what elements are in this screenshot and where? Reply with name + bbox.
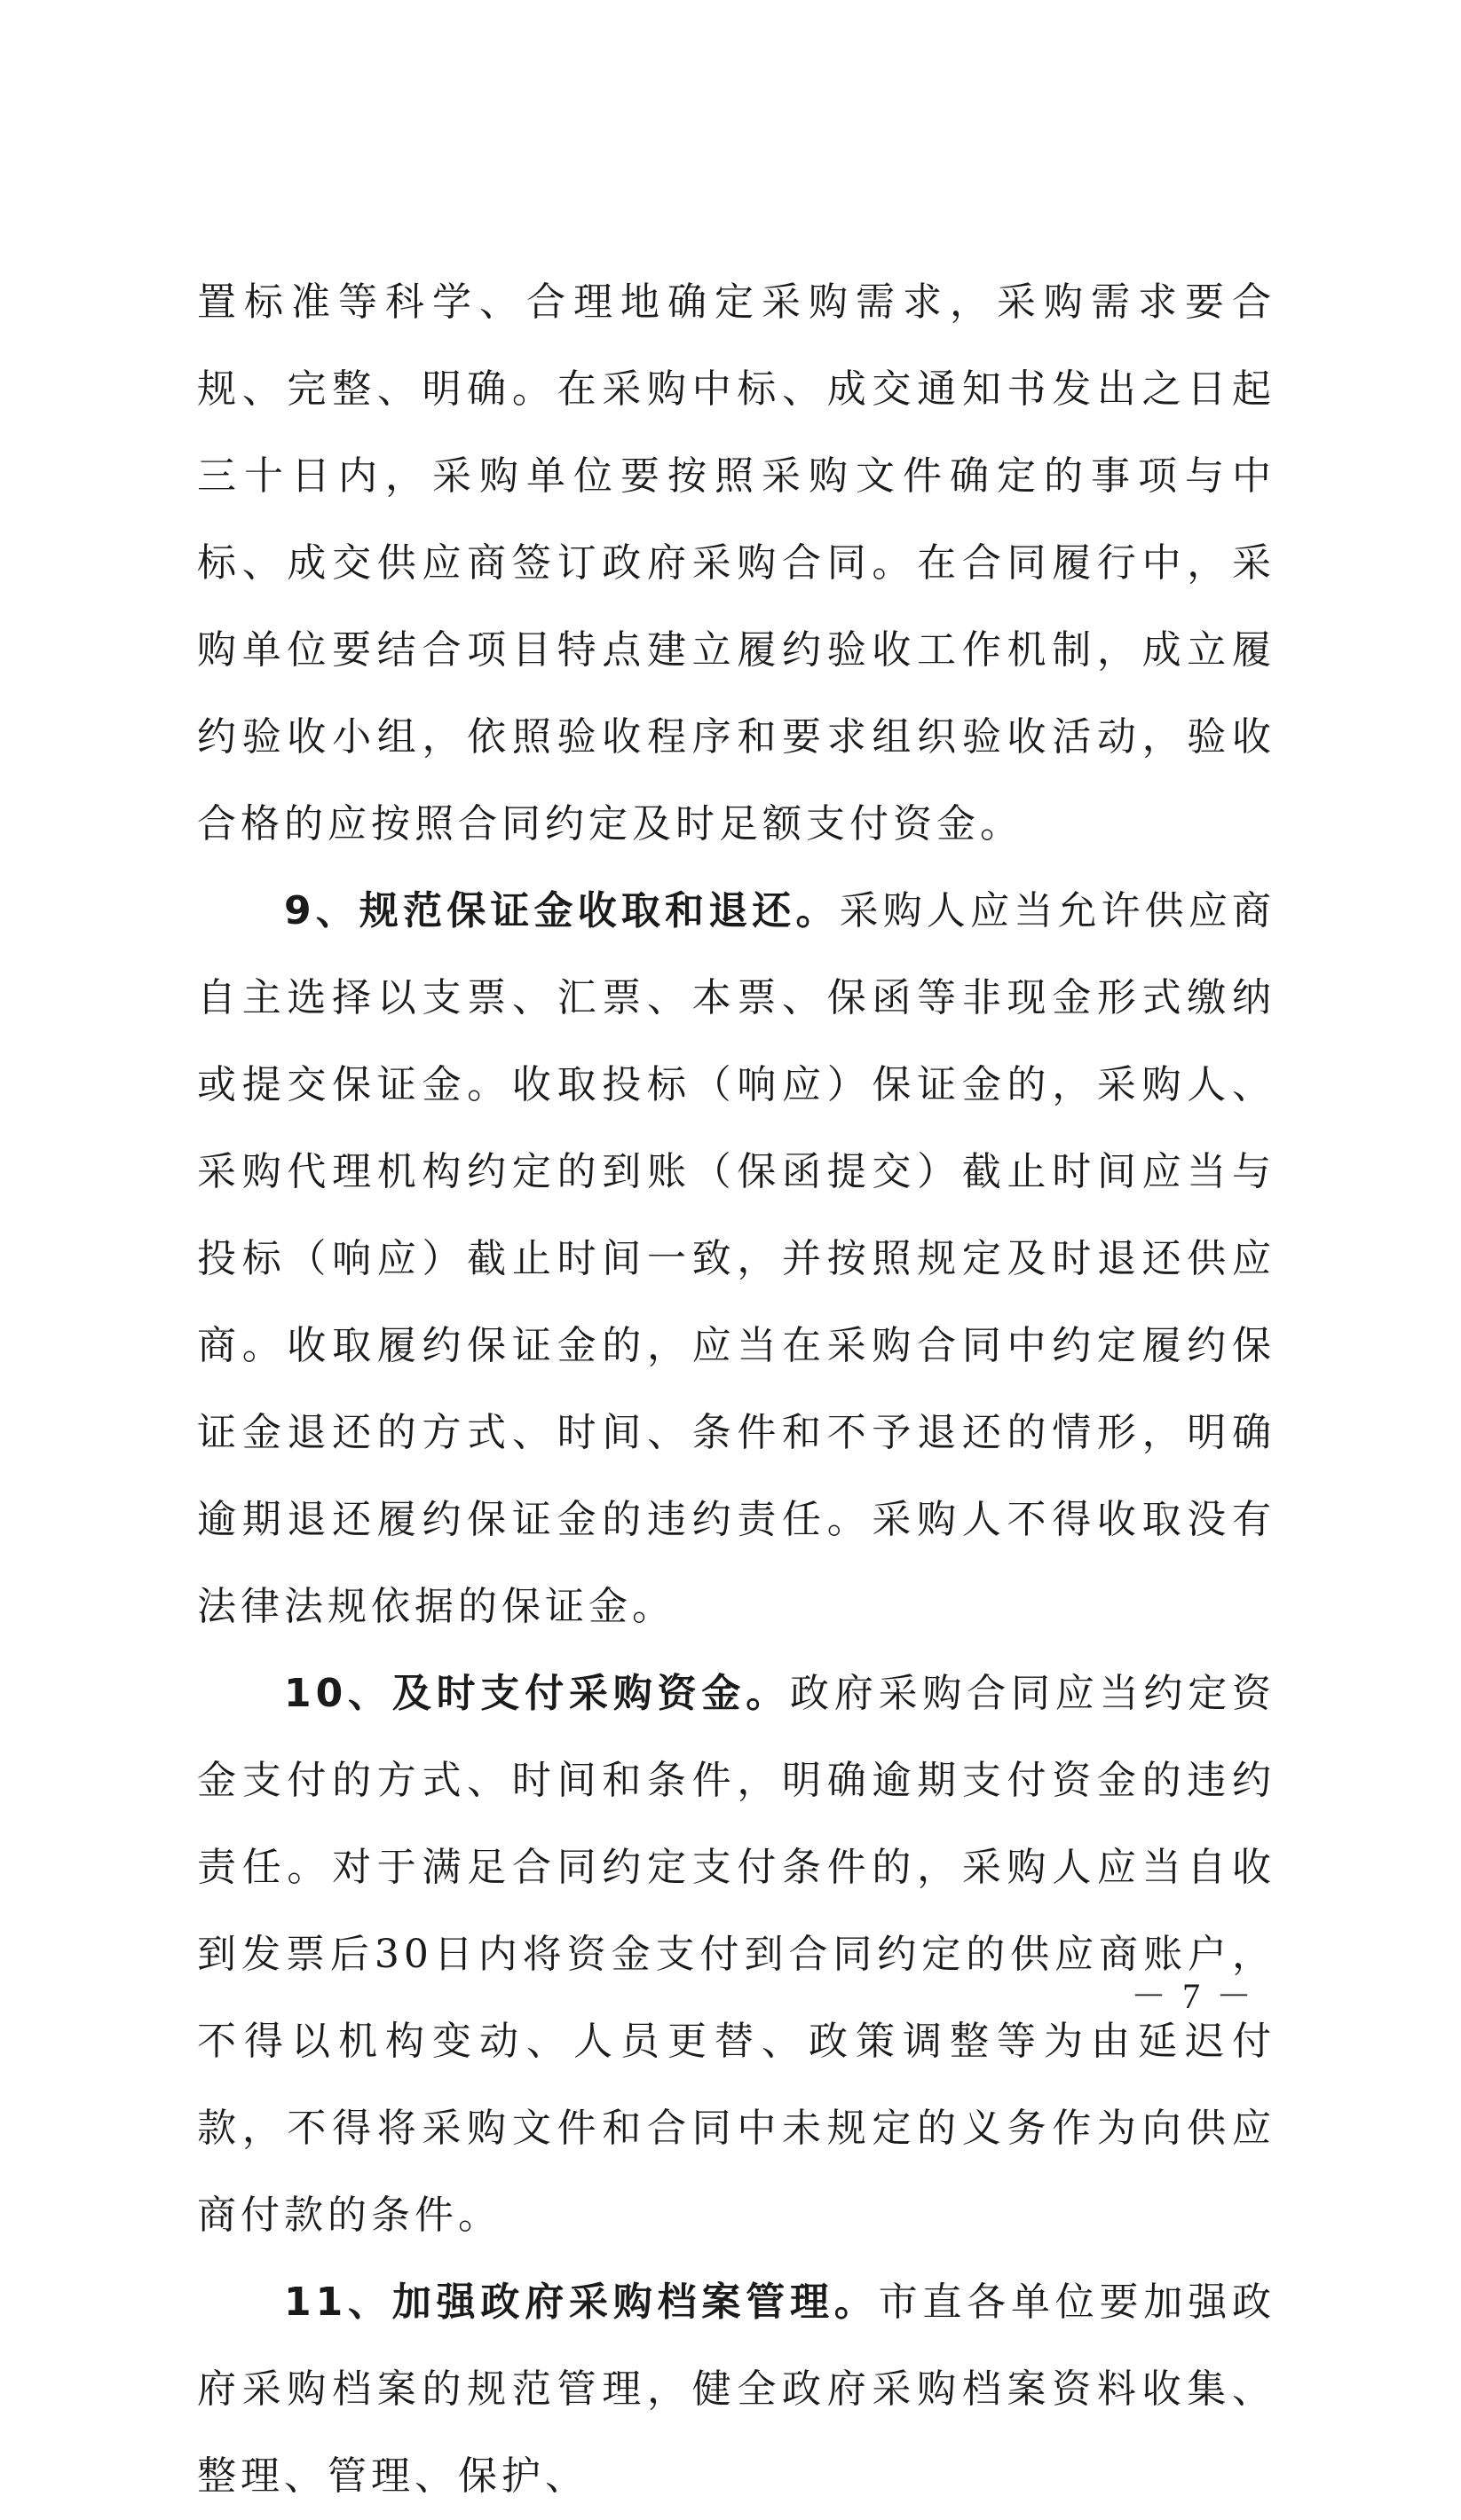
paragraph-item-10 [197, 1650, 1275, 2259]
body-text [197, 259, 1275, 2520]
page-number: － 7 － [1131, 1976, 1255, 2016]
paragraph-heading: 11、加强政府采购档案管理。 [284, 2280, 879, 2325]
paragraph-continuation [197, 259, 1275, 868]
paragraph-body: 市直各单位要加强政府采购档案的规范管理，健全政府采购档案资料收集、整理、管理、保护、 [197, 2280, 1275, 2499]
paragraph-heading: 10、及时支付采购资金。 [284, 1671, 791, 1716]
paragraph-body: 置标准等科学、合理地确定采购需求，采购需求要合规、完整、明确。在采购中标、成交通知书发出之日起三十日内，采购单位要按照采购文件确定的事项与中标、成交供应商签订政府采购合同。在合同履行中，采购单位要结合项目特点建立履约验收工作机制，成立履约验收小组，依照验收程序和要求组织验收活动，验收合格的应按照合同约定及时足额支付资金。 [197, 280, 1275, 847]
paragraph-item-11 [197, 2259, 1275, 2520]
paragraph-item-9 [197, 868, 1275, 1650]
paragraph-heading: 9、规范保证金收取和退还。 [284, 888, 840, 933]
paragraph-body: 采购人应当允许供应商自主选择以支票、汇票、本票、保函等非现金形式缴纳或提交保证金。收取投标（响应）保证金的，采购人、采购代理机构约定的到账（保函提交）截止时间应当与投标（响应）截止时间一致，并按照规定及时退还供应商。收取履约保证金的，应当在采购合同中约定履约保证金退还的方式、时间、条件和不予退还的情形，明确逾期退还履约保证金的违约责任。采购人不得收取没有法律法规依据的保证金。 [197, 888, 1275, 1629]
paragraph-body: 政府采购合同应当约定资金支付的方式、时间和条件，明确逾期支付资金的违约责任。对于满足合同约定支付条件的，采购人应当自收到发票后30日内将资金支付到合同约定的供应商账户，不得以机构变动、人员更替、政策调整等为由延迟付款，不得将采购文件和合同中未规定的义务作为向供应商付款的条件。 [197, 1671, 1275, 2238]
